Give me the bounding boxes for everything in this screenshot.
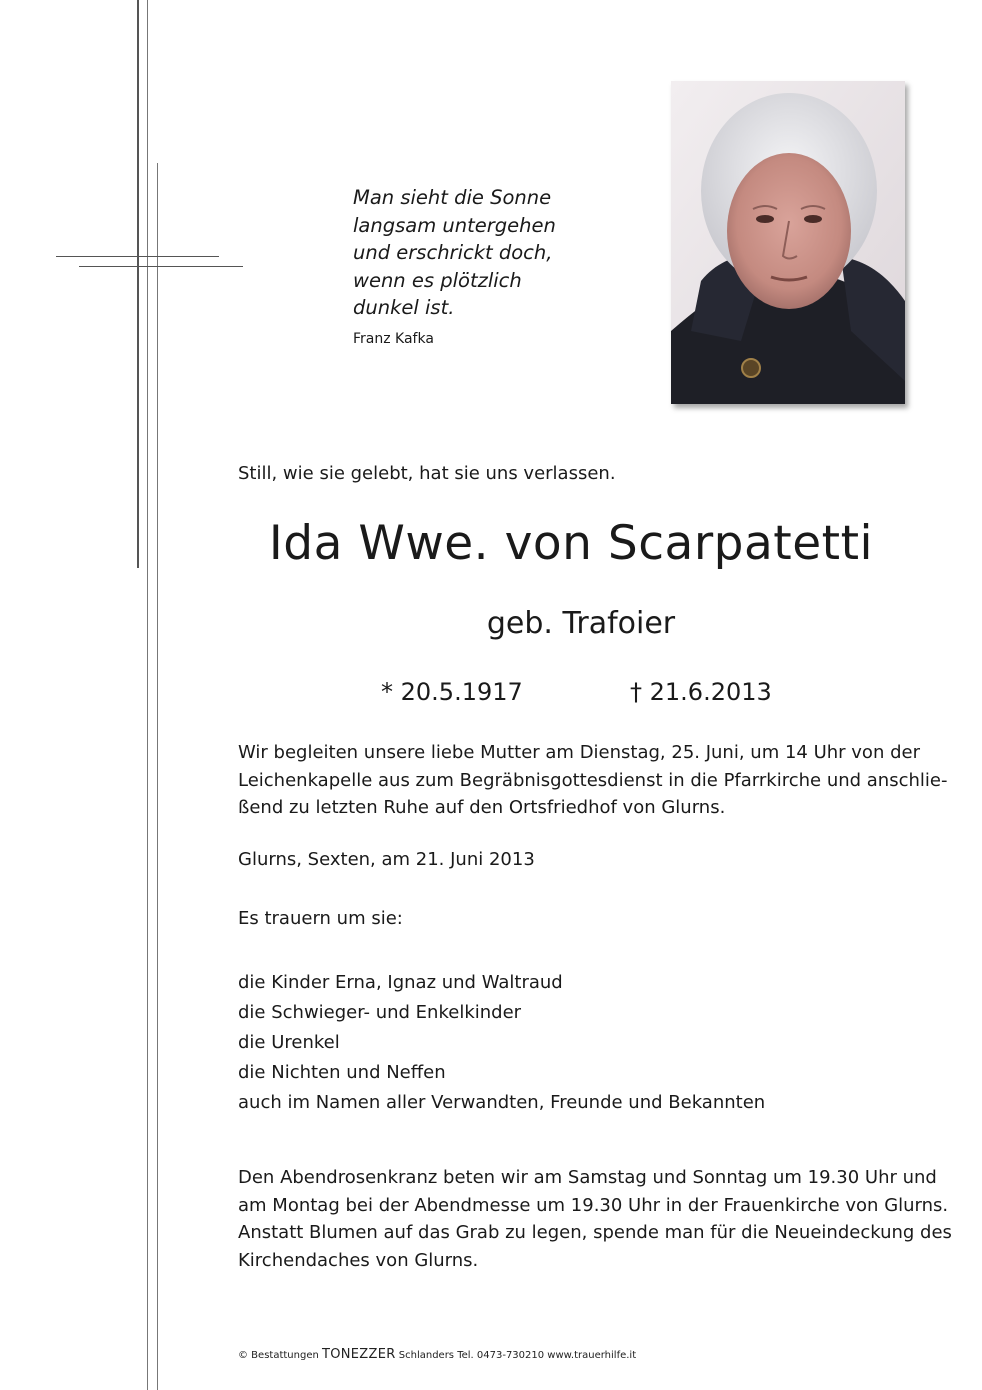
list-item: auch im Namen aller Verwandten, Freunde und Bekannten bbox=[238, 1092, 766, 1113]
paragraph-line: Wir begleiten unsere liebe Mutter am Dienstag, 25. Juni, um 14 Uhr von der bbox=[238, 742, 920, 763]
paragraph-line: ßend zu letzten Ruhe auf den Ortsfriedhof von Glurns. bbox=[238, 797, 726, 818]
quote-line: Man sieht die Sonne bbox=[353, 186, 552, 209]
portrait-photo bbox=[671, 81, 905, 404]
maiden-name: geb. Trafoier bbox=[486, 606, 676, 641]
paragraph-line: Kirchendaches von Glurns. bbox=[238, 1249, 479, 1271]
funeral-paragraph bbox=[238, 739, 948, 822]
cross-vertical-line bbox=[157, 163, 158, 1390]
cross-vertical-line bbox=[147, 0, 148, 1390]
birth-date: * 20.5.1917 bbox=[381, 678, 523, 706]
list-item: die Urenkel bbox=[238, 1032, 340, 1053]
mourning-intro: Es trauern um sie: bbox=[238, 908, 403, 929]
footer-prefix: © Bestattungen bbox=[238, 1350, 319, 1361]
death-date: † 21.6.2013 bbox=[630, 678, 772, 706]
quote-line: und erschrickt doch, bbox=[353, 241, 553, 264]
footer-suffix: Schlanders Tel. 0473-730210 www.trauerhilfe.it bbox=[398, 1350, 637, 1361]
quote bbox=[353, 184, 633, 322]
quote-line: dunkel ist. bbox=[353, 296, 455, 319]
list-item: die Nichten und Neffen bbox=[238, 1062, 446, 1083]
rosary-paragraph bbox=[238, 1164, 952, 1274]
place-date: Glurns, Sexten, am 21. Juni 2013 bbox=[238, 849, 535, 870]
paragraph-line: am Montag bei der Abendmesse um 19.30 Uhr in der Frauenkirche von Glurns. bbox=[238, 1194, 949, 1216]
paragraph-line: Leichenkapelle aus zum Begräbnisgottesdienst in die Pfarrkirche und anschlie- bbox=[238, 769, 948, 791]
paragraph-line: Den Abendrosenkranz beten wir am Samstag und Sonntag um 19.30 Uhr und bbox=[238, 1167, 937, 1188]
cross-vertical-line bbox=[137, 0, 139, 568]
intro-line: Still, wie sie gelebt, hat sie uns verlassen. bbox=[238, 463, 616, 484]
list-item: die Schwieger- und Enkelkinder bbox=[238, 1002, 522, 1023]
footer bbox=[238, 1347, 636, 1362]
list-item: die Kinder Erna, Ignaz und Waltraud bbox=[238, 972, 563, 993]
cross-horizontal-line bbox=[79, 266, 243, 267]
footer-brand: TONEZZER bbox=[322, 1347, 396, 1362]
quote-line: langsam untergehen bbox=[353, 213, 556, 237]
paragraph-line: Anstatt Blumen auf das Grab zu legen, spende man für die Neueindeckung des bbox=[238, 1222, 952, 1243]
mourners-list bbox=[238, 968, 765, 1118]
quote-line: wenn es plötzlich bbox=[353, 268, 522, 292]
cross-horizontal-line bbox=[56, 256, 219, 257]
quote-author: Franz Kafka bbox=[353, 331, 434, 347]
deceased-name: Ida Wwe. von Scarpatetti bbox=[268, 516, 874, 571]
